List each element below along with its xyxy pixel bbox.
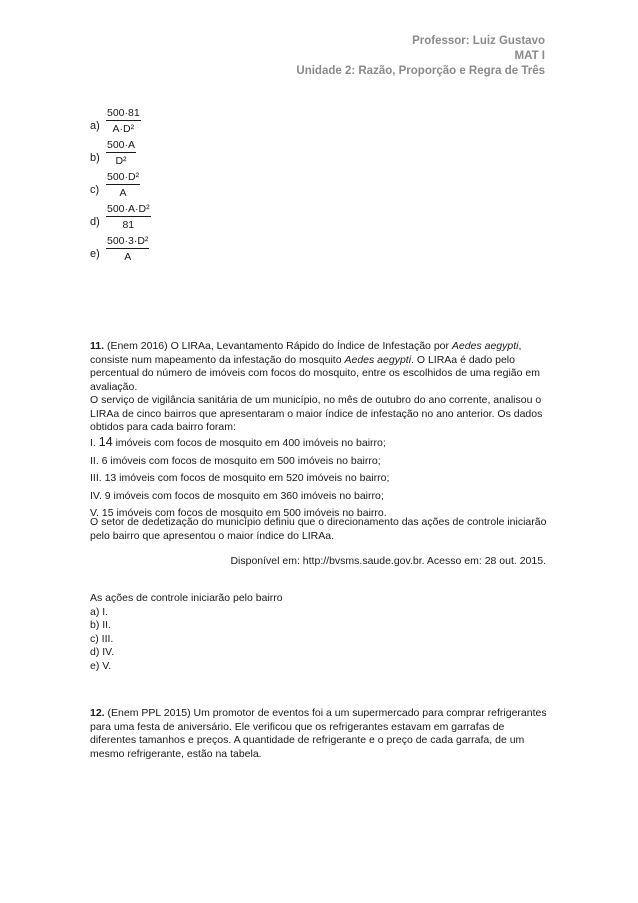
numerator: 500·81 bbox=[107, 107, 140, 119]
fraction bbox=[106, 235, 149, 263]
fraction bbox=[106, 107, 141, 135]
q11-data-list bbox=[90, 436, 550, 521]
numerator: 500·A bbox=[107, 139, 136, 151]
header-course: MAT I bbox=[514, 50, 545, 62]
q11-paragraph-3: O setor de dedetização do município definiu que o direcionamento das ações de controle iniciarão pelo bairro que apresentou o maior índice do LIRAa. bbox=[90, 516, 547, 542]
q11-intro: 11. (Enem 2016) O LIRAa, Levantamento Rápido do Índice de Infestação por Aedes aegypti, consiste num mapeamento da infestação do mosquito Aedes aegypti. O LIRAa é dado pelo percentual do número de imóveis com focos do mosquito, entre os escolhidos de uma região em avaliação. bbox=[90, 340, 540, 393]
answer-option: b) II. bbox=[90, 619, 112, 631]
list-item: III. 13 imóveis com focos de mosquito em 520 imóveis no bairro; bbox=[90, 472, 390, 484]
list-item: I. 14 imóveis com focos de mosquito em 400 imóveis no bairro; bbox=[90, 435, 386, 449]
denominator: 81 bbox=[122, 219, 135, 231]
denominator: A bbox=[119, 187, 127, 199]
question-11 bbox=[90, 340, 550, 435]
q11-question: As ações de controle iniciarão pelo bairro a) I. b) II. c) III. d) IV. e) V. bbox=[90, 592, 550, 673]
list-item: II. 6 imóveis com focos de mosquito em 500 imóveis no bairro; bbox=[90, 454, 381, 467]
question-12 bbox=[90, 707, 550, 761]
answer-option: e) V. bbox=[90, 659, 112, 672]
option-label: c) bbox=[90, 184, 100, 196]
option-label: d) bbox=[90, 216, 100, 228]
q11-number: 11. bbox=[90, 340, 105, 352]
item-value: 14 bbox=[98, 435, 113, 449]
header-unit: Unidade 2: Razão, Proporção e Regra de Três bbox=[296, 65, 545, 77]
denominator: A·D² bbox=[112, 123, 135, 135]
denominator: A bbox=[124, 251, 132, 263]
numerator: 500·A·D² bbox=[107, 203, 150, 215]
numerator: 500·D² bbox=[107, 171, 140, 183]
q12-number: 12. bbox=[90, 707, 105, 719]
species-name: Aedes aegypti bbox=[344, 353, 412, 366]
q11-paragraph-2: O serviço de vigilância sanitária de um município, no mês de outubro do ano corrente, analisou o LIRAa de cinco bairros que apresentaram o maior índice de infestação no ano anterior. Os dados obtidos para cada bairro foram: bbox=[90, 394, 543, 433]
option-label: b) bbox=[90, 152, 100, 164]
header-professor: Professor: Luiz Gustavo bbox=[412, 35, 545, 47]
list-item: IV. 9 imóveis com focos de mosquito em 360 imóveis no bairro; bbox=[90, 489, 384, 502]
q12-text: (Enem PPL 2015) Um promotor de eventos foi a um supermercado para comprar refrigerantes para uma festa de aniversário. Ele verificou que os refrigerantes estavam em garrafas de diferentes tamanhos e preços. A quantidade de refrigerante e o preço de cada garrafa, de um mesmo refrigerante, estão na tabela. bbox=[90, 707, 547, 760]
fraction bbox=[106, 139, 136, 167]
answer-option: d) IV. bbox=[90, 646, 115, 658]
fraction bbox=[106, 171, 140, 199]
list-item: V. 15 imóveis com focos de mosquito em 500 imóveis no bairro. bbox=[90, 507, 387, 519]
source-citation: Disponível em: http://bvsms.saude.gov.br. Acesso em: 28 out. 2015. bbox=[230, 555, 546, 567]
option-label: a) bbox=[90, 120, 100, 132]
answer-option: a) I. bbox=[90, 605, 109, 618]
species-name: Aedes aegypti bbox=[451, 340, 519, 352]
denominator: D² bbox=[115, 155, 127, 167]
page-header bbox=[296, 34, 545, 79]
option-label: e) bbox=[90, 248, 100, 260]
numerator: 500·3·D² bbox=[107, 235, 149, 247]
answer-option: c) III. bbox=[90, 632, 114, 645]
fraction bbox=[106, 203, 151, 231]
